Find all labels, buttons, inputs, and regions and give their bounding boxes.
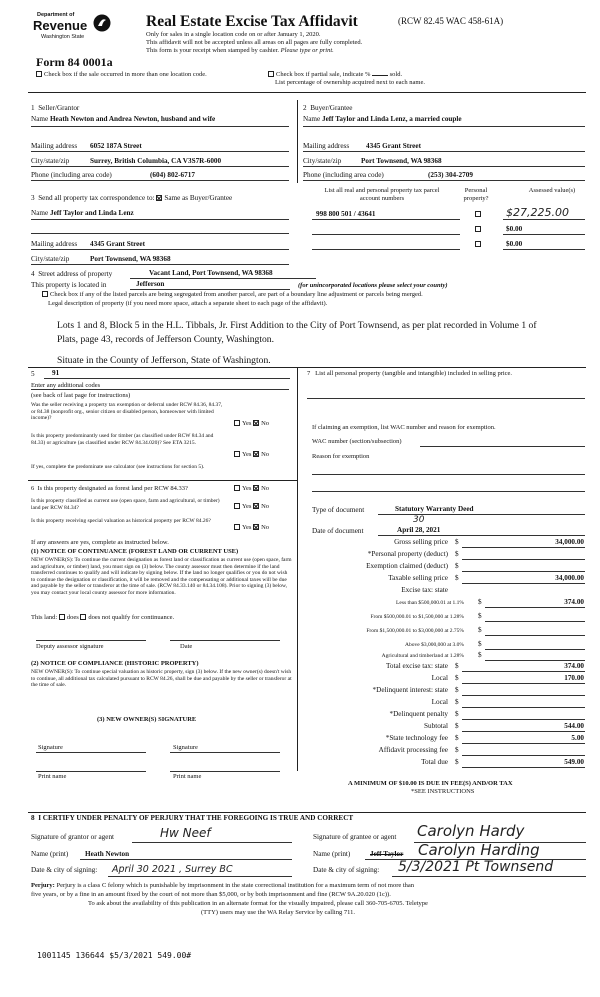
doc-type-label: Type of document bbox=[312, 506, 365, 514]
exemption-no-checkbox[interactable] bbox=[253, 420, 259, 426]
gross-selling-price[interactable]: 34,000.00 bbox=[555, 538, 584, 546]
does-not-qualify-checkbox[interactable] bbox=[80, 614, 86, 620]
taxable-selling-price[interactable]: 34,000.00 bbox=[555, 574, 584, 582]
parcel-number[interactable]: 998 800 501 / 43641 bbox=[316, 210, 376, 218]
delinquent-interest-local-label: Local bbox=[431, 698, 448, 706]
bracket-3-label: From $1,500,000.01 to $3,000,000 at 2.75% bbox=[366, 628, 464, 634]
seller-mailing[interactable]: 6052 187A Street bbox=[90, 142, 142, 150]
grantee-name-label: Name (print) bbox=[313, 850, 351, 858]
grantee-signature[interactable]: Carolyn Hardy bbox=[417, 822, 525, 840]
subtotal[interactable]: 544.00 bbox=[564, 722, 584, 730]
delinquent-interest-state-label: *Delinquent interest: state bbox=[372, 686, 448, 694]
notice-continuance-body: NEW OWNER(S): To continue the current designation as forest land or classification as current use (open space, farm and agriculture, or timber) land, you must sign on (3) below. The county assessor must then determine if the land transferred continues to qualify and will indicate by signing below. If the land no longer qualifies or you do not wish to continue the designation or classification, it will be removed and the compensating or additional taxes will be due and payable by the seller or transferor at the time of sale. (RCW 84.33.140 or 84.34.108). Prior to signing (3) below, you may contact your local county assessor for more information. bbox=[31, 557, 292, 596]
washington-logo-icon bbox=[93, 14, 111, 32]
section-4-number: 4 bbox=[31, 270, 35, 278]
timber-yes-checkbox[interactable] bbox=[234, 451, 240, 457]
form-title: Real Estate Excise Tax Affidavit bbox=[146, 13, 358, 30]
buyer-mailing-label: Mailing address bbox=[303, 142, 350, 150]
additional-codes-label: Enter any additional codes bbox=[31, 382, 101, 389]
logo-sub: Washington State bbox=[41, 34, 85, 40]
property-street-address[interactable]: Vacant Land, Port Townsend, WA 98368 bbox=[149, 269, 273, 277]
historic-no-checkbox[interactable] bbox=[253, 524, 259, 530]
technology-fee-label: *State technology fee bbox=[385, 734, 448, 742]
timber-no-checkbox[interactable] bbox=[253, 451, 259, 457]
forest-yes-checkbox[interactable] bbox=[234, 485, 240, 491]
located-in-label: This property is located in bbox=[31, 281, 107, 289]
new-owner-signature-heading: (3) NEW OWNER(S) SIGNATURE bbox=[97, 716, 197, 723]
notice-continuance-title: (1) NOTICE OF CONTINUANCE (FOREST LAND OR CURRENT USE) bbox=[31, 548, 239, 555]
see-back-note: (see back of last page for instructions) bbox=[31, 392, 131, 399]
unincorporated-note: (for unincorporated locations please select your county) bbox=[298, 282, 448, 289]
delinquent-penalty-label: *Delinquent penalty bbox=[389, 710, 448, 718]
partial-sale-checkbox[interactable] bbox=[268, 71, 274, 77]
legal-description-line-1[interactable]: Lots 1 and 8, Block 5 in the H.L. Tibbals, Jr. First Addition to the City of Port Townsend, as per plat recorded in Volume 1 of bbox=[57, 320, 537, 331]
perjury-line-2: five years, or by a fine in an amount fixed by the court of not more than $5,000, or by both imprisonment and fine (RCW 9A.20.020 (1c)). bbox=[31, 891, 391, 898]
reason-exemption-label: Reason for exemption bbox=[312, 453, 370, 460]
local-tax-label: Local bbox=[431, 674, 448, 682]
grantee-name-handwritten[interactable]: Carolyn Harding bbox=[418, 841, 540, 859]
personal-property-checkbox[interactable] bbox=[475, 211, 481, 217]
header-note-3: This form is your receipt when stamped by cashier. bbox=[146, 47, 280, 54]
current-use-yes-checkbox[interactable] bbox=[234, 503, 240, 509]
revenue-logo bbox=[33, 12, 113, 46]
seller-heading: Seller/Grantor bbox=[38, 104, 80, 112]
street-address-label: Street address of property bbox=[38, 270, 113, 278]
section-8-number: 8 bbox=[31, 814, 35, 822]
multi-location-checkbox[interactable] bbox=[36, 71, 42, 77]
bracket-5-label: Agricultural and timberland at 1.28% bbox=[381, 653, 464, 659]
assessed-value-heading: Assessed value(s) bbox=[528, 187, 576, 194]
buyer-phone[interactable]: (253) 304-2709 bbox=[428, 171, 473, 179]
perjury-label: Perjury: bbox=[31, 882, 55, 889]
bracket-1-value[interactable]: 374.00 bbox=[564, 598, 584, 606]
legal-description-label: Legal description of property (if you need more space, attach a separate sheet to each page of the affidavit). bbox=[48, 300, 328, 307]
seller-city-label: City/state/zip bbox=[31, 157, 70, 165]
wac-claim-note: If claiming an exemption, list WAC number and reason for exemption. bbox=[312, 424, 496, 431]
current-use-question: Is this property classified as current use (open space, farm and agricultural, or timber) land per RCW 84.34? bbox=[31, 498, 220, 511]
seller-phone[interactable]: (604) 802-6717 bbox=[150, 171, 195, 179]
bracket-4-label: Above $3,000,000 at 3.0% bbox=[405, 642, 464, 648]
perjury-line-1: Perjury is a class C felony which is punishable by imprisonment in the state correctional institution for a maximum term of not more than bbox=[56, 882, 415, 889]
section-1-number: 1 bbox=[31, 104, 35, 112]
current-use-no-checkbox[interactable] bbox=[253, 503, 259, 509]
bracket-1-label: Less than $500,000.01 at 1.1% bbox=[396, 600, 464, 606]
gross-selling-price-label: Gross selling price bbox=[394, 538, 448, 546]
buyer-name-label: Name bbox=[303, 115, 321, 123]
seller-name[interactable]: Heath Newton and Andrea Newton, husband and wife bbox=[49, 115, 216, 123]
multi-location-label: Check box if the sale occurred in more than one location code. bbox=[44, 71, 207, 78]
sold-label: sold. bbox=[389, 71, 403, 78]
header-note-3-italic: Please type or print. bbox=[280, 47, 334, 54]
total-due[interactable]: 549.00 bbox=[564, 758, 584, 766]
parcel-heading: List all real and personal property tax parcel account numbers bbox=[324, 187, 440, 202]
grantee-name-struck: Jeff Taylor bbox=[370, 850, 404, 858]
corr-mailing-label: Mailing address bbox=[31, 240, 78, 248]
cashier-receipt-stamp: 1001145 136644 $5/3/2021 549.00# bbox=[37, 951, 192, 960]
assessed-value[interactable]: $0.00 bbox=[506, 240, 523, 248]
partial-sale-label: Check box if partial sale, indicate % bbox=[276, 71, 371, 78]
grantor-name[interactable]: Heath Newton bbox=[85, 850, 130, 858]
exemption-yes-checkbox[interactable] bbox=[234, 420, 240, 426]
seller-mailing-label: Mailing address bbox=[31, 142, 78, 150]
seller-city[interactable]: Surrey, British Columbia, CA V3S7R-6000 bbox=[90, 157, 222, 165]
section-3-number: 3 bbox=[31, 194, 35, 202]
does-qualify-checkbox[interactable] bbox=[59, 614, 65, 620]
grantor-name-label: Name (print) bbox=[31, 850, 69, 858]
grantor-date-city[interactable]: April 30 2021 , Surrey BC bbox=[112, 864, 233, 875]
affidavit-fee-label: Affidavit processing fee bbox=[378, 746, 448, 754]
subtotal-label: Subtotal bbox=[424, 722, 448, 730]
grantor-date-city-label: Date & city of signing: bbox=[31, 866, 98, 874]
new-owner-signature-2-label: Signature bbox=[173, 744, 198, 751]
total-excise-state-label: Total excise tax: state bbox=[386, 662, 448, 670]
grantee-signature-label: Signature of grantee or agent bbox=[313, 833, 397, 841]
buyer-city[interactable]: Port Townsend, WA 98368 bbox=[361, 157, 442, 165]
assessed-value[interactable]: $27,225.00 bbox=[506, 206, 569, 219]
buyer-phone-label: Phone (including area code) bbox=[303, 171, 384, 179]
corr-city[interactable]: Port Townsend, WA 98368 bbox=[90, 255, 171, 263]
total-excise-state[interactable]: 374.00 bbox=[564, 662, 584, 670]
forest-land-question: Is this property designated as forest land per RCW 84.33? bbox=[37, 485, 188, 492]
any-yes-note: If any answers are yes, complete as instructed below. bbox=[31, 539, 169, 546]
wac-number-label: WAC number (section/subsection) bbox=[312, 438, 402, 445]
buyer-mailing[interactable]: 4345 Grant Street bbox=[366, 142, 421, 150]
minimum-due-note: A MINIMUM OF $10.00 IS DUE IN FEE(S) AND/OR TAX bbox=[348, 780, 513, 787]
document-date[interactable]: April 28, 2021 bbox=[397, 526, 441, 534]
technology-fee[interactable]: 5.00 bbox=[571, 734, 584, 742]
notice-compliance-body: NEW OWNER(S): To continue special valuation as historic property, sign (3) below. If the new owner(s) doesn't wish to continue, all additional tax calculated pursuant to RCW 84.26, shall be due and payable by the seller or transferor at the time of sale. bbox=[31, 669, 292, 688]
document-type[interactable]: Statutory Warranty Deed bbox=[395, 505, 474, 513]
grantee-date-city-label: Date & city of signing: bbox=[313, 866, 380, 874]
segregated-checkbox[interactable] bbox=[42, 291, 48, 297]
buyer-name[interactable]: Jeff Taylor and Linda Lenz, a married couple bbox=[321, 115, 462, 123]
this-land-label: This land: bbox=[31, 614, 58, 621]
exemption-claimed-label: Exemption claimed (deduct) bbox=[366, 562, 448, 570]
personal-property-checkbox[interactable] bbox=[475, 226, 481, 232]
form-number: Form 84 0001a bbox=[36, 55, 113, 69]
see-instructions-note: *SEE INSTRUCTIONS bbox=[411, 788, 475, 795]
date-correction: 30 bbox=[413, 515, 425, 525]
personal-property-list-label: List all personal property (tangible and intangible) included in selling price. bbox=[315, 370, 513, 377]
personal-property-heading: Personal property? bbox=[463, 187, 489, 202]
forest-no-checkbox[interactable] bbox=[253, 485, 259, 491]
situate-line[interactable]: Situate in the County of Jefferson, State of Washington. bbox=[57, 355, 271, 366]
grantor-signature[interactable]: Hw Neef bbox=[160, 826, 211, 840]
form-rcw: (RCW 82.45 WAC 458-61A) bbox=[398, 16, 504, 26]
taxable-selling-price-label: Taxable selling price bbox=[388, 574, 448, 582]
doc-date-label: Date of document bbox=[312, 527, 364, 535]
header-note-1: Only for sales in a single location code on or after January 1, 2020. bbox=[146, 31, 321, 38]
new-owner-signature-1-label: Signature bbox=[38, 744, 63, 751]
notice-compliance-title: (2) NOTICE OF COMPLIANCE (HISTORIC PROPERTY) bbox=[31, 660, 199, 667]
buyer-city-label: City/state/zip bbox=[303, 157, 342, 165]
land-use-code[interactable]: 91 bbox=[52, 369, 60, 377]
bracket-2-label: From $500,000.01 to $1,500,000 at 1.28% bbox=[370, 614, 464, 620]
corr-mailing[interactable]: 4345 Grant Street bbox=[90, 240, 145, 248]
county-select[interactable]: Jefferson bbox=[136, 280, 165, 288]
personal-property-checkbox[interactable] bbox=[475, 241, 481, 247]
accessibility-line-2: (TTY) users may use the WA Relay Service by calling 711. bbox=[201, 909, 355, 916]
section-2-number: 2 bbox=[303, 104, 307, 112]
deputy-assessor-signature-label: Deputy assessor signature bbox=[36, 643, 104, 650]
buyer-heading: Buyer/Grantee bbox=[310, 104, 353, 112]
section-5-number: 5 bbox=[31, 370, 35, 378]
logo-main: Revenue bbox=[33, 18, 88, 33]
local-tax[interactable]: 170.00 bbox=[564, 674, 584, 682]
section-6-number: 6 bbox=[31, 485, 35, 492]
logo-top: Department of bbox=[37, 12, 75, 18]
new-owner-print-2-label: Print name bbox=[173, 773, 202, 780]
certify-statement: I CERTIFY UNDER PENALTY OF PERJURY THAT THE FOREGOING IS TRUE AND CORRECT bbox=[38, 814, 354, 822]
corr-name[interactable]: Jeff Taylor and Linda Lenz bbox=[49, 209, 134, 217]
send-correspondence-label: Send all property tax correspondence to: bbox=[38, 194, 155, 202]
seller-name-label: Name bbox=[31, 115, 49, 123]
assessor-date-label: Date bbox=[180, 643, 193, 650]
historic-question: Is this property receiving special valuation as historical property per RCW 84.26? bbox=[31, 518, 211, 524]
predominate-use-note: If yes, complete the predominate use calculator (see instructions for section 5). bbox=[31, 464, 205, 470]
header-note-2: This affidavit will not be accepted unless all areas on all pages are fully completed. bbox=[146, 39, 363, 46]
grantor-signature-label: Signature of grantor or agent bbox=[31, 833, 115, 841]
total-due-label: Total due bbox=[421, 758, 448, 766]
accessibility-line-1: To ask about the availability of this publication in an alternate format for the visually impaired, please call 360-705-6705. Teletype bbox=[88, 900, 428, 907]
excise-tax-state-label: Excise tax: state bbox=[401, 586, 448, 594]
percentage-note: List percentage of ownership acquired next to each name. bbox=[275, 79, 425, 86]
legal-description-line-2[interactable]: Plats, page 43, records of Jefferson County, Washington. bbox=[57, 334, 275, 345]
seller-phone-label: Phone (including area code) bbox=[31, 171, 112, 179]
same-as-buyer-checkbox[interactable] bbox=[156, 195, 162, 201]
grantee-date-city[interactable]: 5/3/2021 Pt Townsend bbox=[398, 859, 554, 875]
corr-name-label: Name bbox=[31, 209, 49, 217]
historic-yes-checkbox[interactable] bbox=[234, 524, 240, 530]
personal-property-deduct-label: *Personal property (deduct) bbox=[367, 550, 448, 558]
new-owner-print-1-label: Print name bbox=[38, 773, 67, 780]
section-7-number: 7 bbox=[307, 370, 311, 377]
segregated-label: Check box if any of the listed parcels are being segregated from another parcel, are part of a boundary line adjustment or parcels being merged. bbox=[50, 291, 423, 298]
exemption-question: Was the seller receiving a property tax exemption or deferral under RCW 84.36, 84.37, or 84.38 (nonprofit org., senior citizen or disabled person, homeowner with limited income)? bbox=[31, 402, 223, 421]
assessed-value[interactable]: $0.00 bbox=[506, 225, 523, 233]
same-as-buyer-label: Same as Buyer/Grantee bbox=[164, 194, 233, 202]
corr-city-label: City/state/zip bbox=[31, 255, 70, 263]
timber-question: Is this property predominantly used for timber (as classified under RCW 84.34 and 84.33) or agriculture (as classified under RCW 84.34.020)? See ETA 3215. bbox=[31, 433, 214, 446]
